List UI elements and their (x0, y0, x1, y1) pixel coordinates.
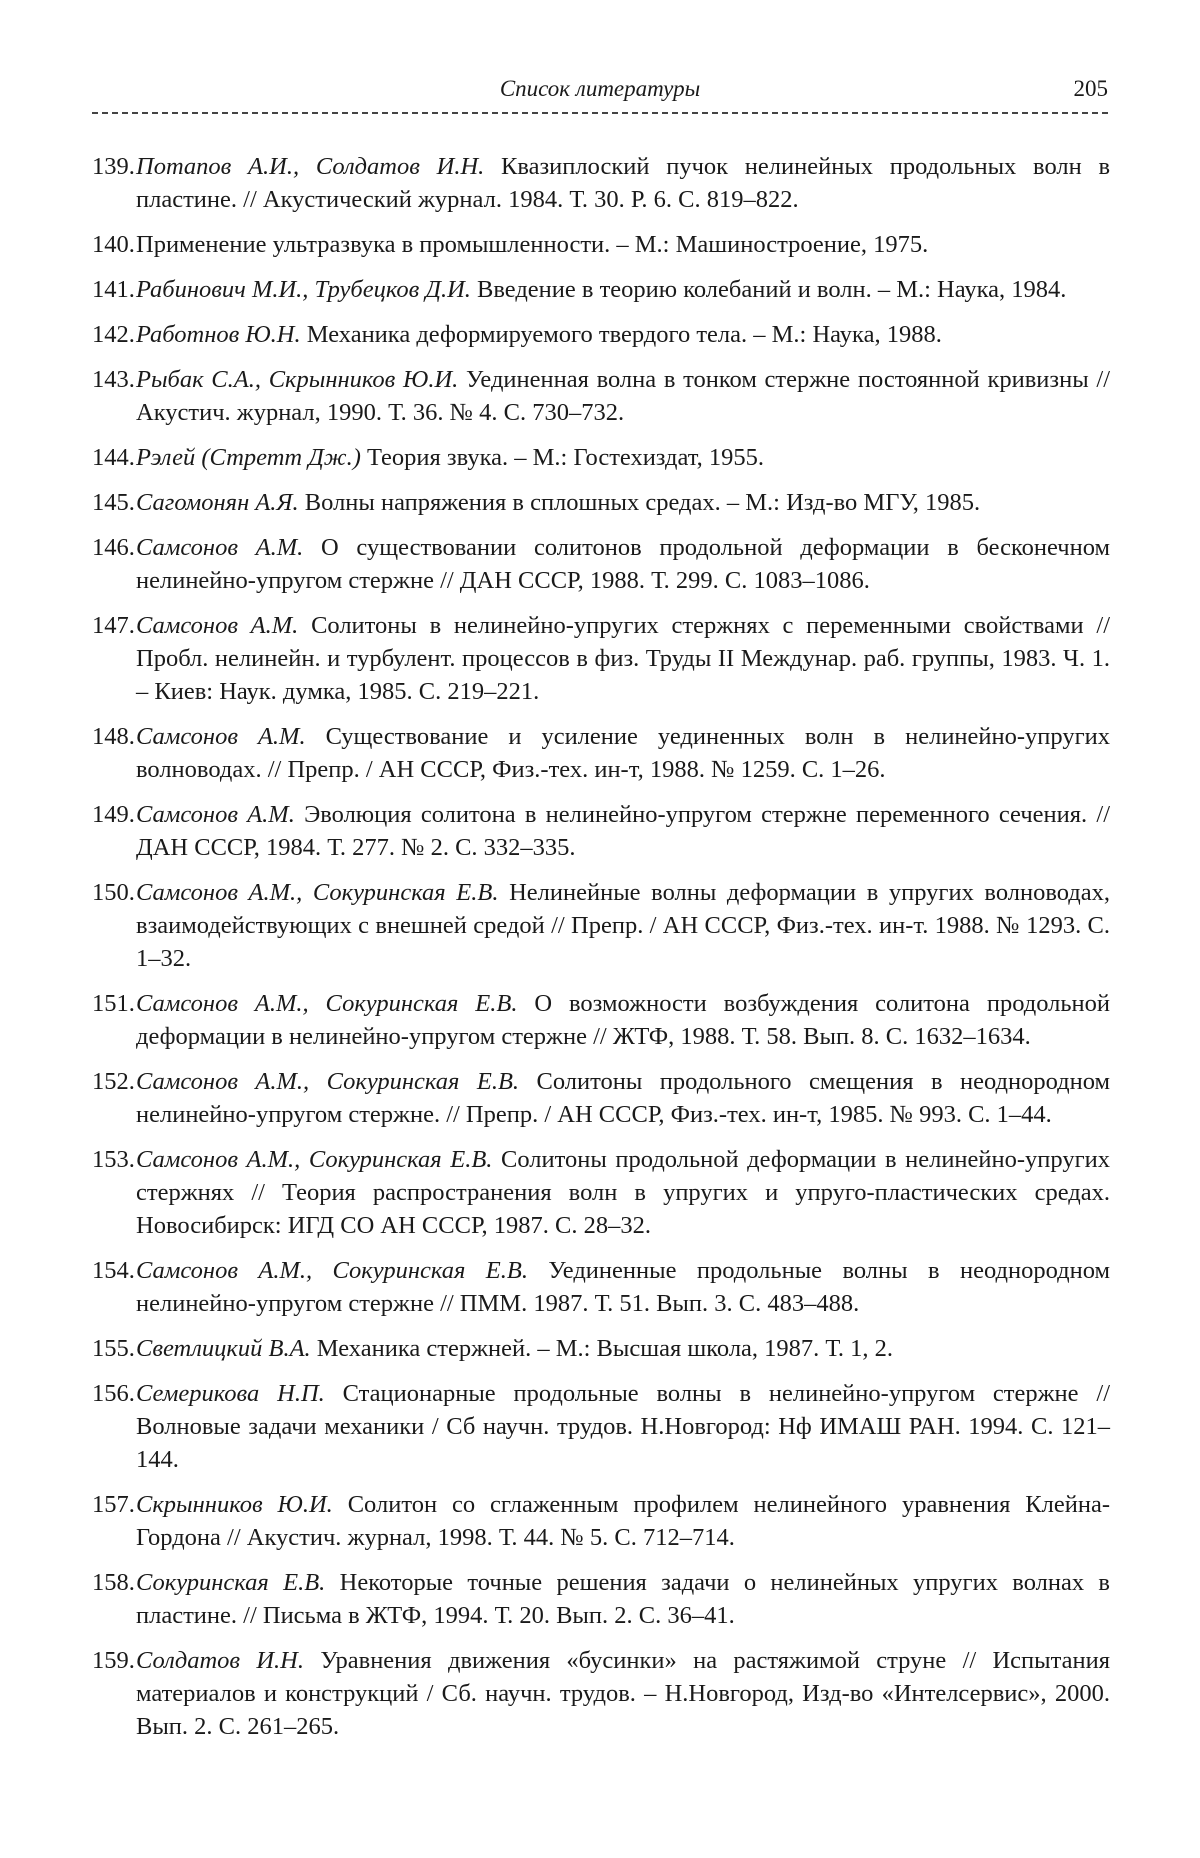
reference-text: Уединенная волна в тонком стержне постоянной кривизны // Акустич. журнал, 1990. Т. 36. № 4. С. 730–732. (136, 366, 1110, 426)
reference-authors: Работнов Ю.Н. (136, 321, 301, 348)
reference-number: 149. (92, 801, 135, 828)
reference-item (92, 1332, 1110, 1365)
reference-authors: Самсонов А.М., Сокуринская Е.В. (136, 879, 499, 906)
reference-number: 157. (92, 1491, 135, 1518)
reference-authors: Самсонов А.М. (136, 534, 304, 561)
page-header (92, 72, 1108, 114)
reference-text: Применение ультразвука в промышленности. – М.: Машиностроение, 1975. (136, 231, 929, 258)
reference-text: Нелинейные волны деформации в упругих волноводах, взаимодействующих с внешней средой // Препр. / АН СССР, Физ.-тех. ин-т. 1988. № 1293. С. 1–32. (136, 879, 1111, 972)
reference-number: 155. (92, 1335, 135, 1362)
reference-authors: Сагомонян А.Я. (136, 489, 299, 516)
reference-text: Квазиплоский пучок нелинейных продольных волн в пластине. // Акустический журнал. 1984. Т. 30. Р. 6. С. 819–822. (136, 153, 1111, 213)
reference-item (92, 720, 1110, 786)
reference-number: 141. (92, 276, 135, 303)
reference-text: Солитон со сглаженным профилем нелинейного уравнения Клейна-Гордона // Акустич. журнал, 1998. Т. 44. № 5. С. 712–714. (136, 1491, 1110, 1551)
reference-text: Стационарные продольные волны в нелинейно-упругом стержне // Волновые задачи механики / Сб научн. трудов. Н.Новгород: Нф ИМАШ РАН. 1994. С. 121–144. (136, 1380, 1110, 1473)
reference-list (92, 150, 1110, 1755)
reference-item (92, 228, 1110, 261)
reference-authors: Самсонов А.М. (136, 612, 299, 639)
reference-number: 146. (92, 534, 135, 561)
reference-item (92, 150, 1110, 216)
reference-item (92, 1566, 1110, 1632)
reference-number: 158. (92, 1569, 135, 1596)
reference-text: Эволюция солитона в нелинейно-упругом стержне переменного сечения. // ДАН СССР, 1984. Т. 277. № 2. С. 332–335. (136, 801, 1111, 861)
reference-text: Уединенные продольные волны в неоднородном нелинейно-упругом стержне // ПММ. 1987. Т. 51. Вып. 3. С. 483–488. (136, 1257, 1111, 1317)
running-title: Список литературы (499, 76, 701, 101)
reference-number: 145. (92, 489, 135, 516)
page-number: 205 (1073, 76, 1108, 101)
reference-authors: Рэлей (Стретт Дж.) (136, 444, 361, 471)
reference-authors: Самсонов А.М., Сокуринская Е.В. (136, 1068, 520, 1095)
reference-item (92, 1377, 1110, 1476)
reference-item (92, 441, 1110, 474)
reference-number: 139. (92, 153, 135, 180)
reference-text: О возможности возбуждения солитона продольной деформации в нелинейно-упругом стержне // ЖТФ, 1988. Т. 58. Вып. 8. С. 1632–1634. (136, 990, 1111, 1050)
reference-number: 142. (92, 321, 135, 348)
reference-number: 154. (92, 1257, 135, 1284)
reference-item (92, 987, 1110, 1053)
reference-number: 152. (92, 1068, 135, 1095)
reference-text: Введение в теорию колебаний и волн. – М.: Наука, 1984. (477, 276, 1067, 303)
reference-number: 143. (92, 366, 135, 393)
reference-authors: Самсонов А.М., Сокуринская Е.В. (136, 1146, 493, 1173)
reference-item (92, 1644, 1110, 1743)
reference-text: Солитоны продольной деформации в нелинейно-упругих стержнях // Теория распространения волн в упругих и упруго-пластических средах. Новосибирск: ИГД СО АН СССР, 1987. С. 28–32. (136, 1146, 1111, 1239)
reference-item (92, 609, 1110, 708)
reference-text: Некоторые точные решения задачи о нелинейных упругих волнах в пластине. // Письма в ЖТФ, 1994. Т. 20. Вып. 2. С. 36–41. (136, 1569, 1110, 1629)
reference-number: 150. (92, 879, 135, 906)
reference-text: Уравнения движения «бусинки» на растяжимой струне // Испытания материалов и конструкций / Сб. научн. трудов. – Н.Новгород, Изд-во «Интелсервис», 2000. Вып. 2. С. 261–265. (136, 1647, 1110, 1740)
reference-text: Существование и усиление уединенных волн в нелинейно-упругих волноводах. // Препр. / АН СССР, Физ.-тех. ин-т, 1988. № 1259. С. 1–26. (136, 723, 1110, 783)
reference-authors: Светлицкий В.А. (136, 1335, 311, 1362)
reference-authors: Солдатов И.Н. (136, 1647, 304, 1674)
reference-authors: Семерикова Н.П. (136, 1380, 325, 1407)
reference-number: 147. (92, 612, 135, 639)
reference-authors: Рабинович М.И., Трубецков Д.И. (136, 276, 471, 303)
reference-authors: Самсонов А.М. (136, 801, 295, 828)
reference-text: Волны напряжения в сплошных средах. – М.: Изд-во МГУ, 1985. (304, 489, 981, 516)
reference-authors: Сокуринская Е.В. (136, 1569, 326, 1596)
reference-item (92, 1488, 1110, 1554)
reference-item (92, 798, 1110, 864)
reference-item (92, 318, 1110, 351)
reference-authors: Самсонов А.М., Сокуринская Е.В. (136, 1257, 528, 1284)
reference-item (92, 363, 1110, 429)
reference-item (92, 876, 1110, 975)
reference-authors: Самсонов А.М. (136, 723, 306, 750)
reference-text: Механика деформируемого твердого тела. – М.: Наука, 1988. (306, 321, 942, 348)
reference-number: 156. (92, 1380, 135, 1407)
reference-text: О существовании солитонов продольной деформации в бесконечном нелинейно-упругом стержне // ДАН СССР, 1988. Т. 299. С. 1083–1086. (136, 534, 1110, 594)
reference-item (92, 273, 1110, 306)
reference-item (92, 1254, 1110, 1320)
reference-number: 144. (92, 444, 135, 471)
reference-authors: Потапов А.И., Солдатов И.Н. (136, 153, 485, 180)
reference-number: 148. (92, 723, 135, 750)
reference-number: 151. (92, 990, 135, 1017)
reference-number: 159. (92, 1647, 135, 1674)
reference-text: Солитоны в нелинейно-упругих стержнях с переменными свойствами // Пробл. нелинейн. и турбулент. процессов в физ. Труды II Междунар. раб. группы, 1983. Ч. 1. – Киев: Наук. думка, 1985. С. 219–221. (136, 612, 1110, 705)
reference-item (92, 486, 1110, 519)
reference-number: 140. (92, 231, 135, 258)
reference-item (92, 1143, 1110, 1242)
reference-item (92, 531, 1110, 597)
reference-item (92, 1065, 1110, 1131)
reference-number: 153. (92, 1146, 135, 1173)
reference-text: Механика стержней. – М.: Высшая школа, 1987. Т. 1, 2. (316, 1335, 894, 1362)
reference-text: Солитоны продольного смещения в неоднородном нелинейно-упругом стержне. // Препр. / АН СССР, Физ.-тех. ин-т, 1985. № 993. С. 1–44. (136, 1068, 1111, 1128)
reference-text: Теория звука. – М.: Гостехиздат, 1955. (367, 444, 764, 471)
reference-authors: Рыбак С.А., Скрынников Ю.И. (136, 366, 459, 393)
reference-authors: Самсонов А.М., Сокуринская Е.В. (136, 990, 518, 1017)
reference-authors: Скрынников Ю.И. (136, 1491, 333, 1518)
